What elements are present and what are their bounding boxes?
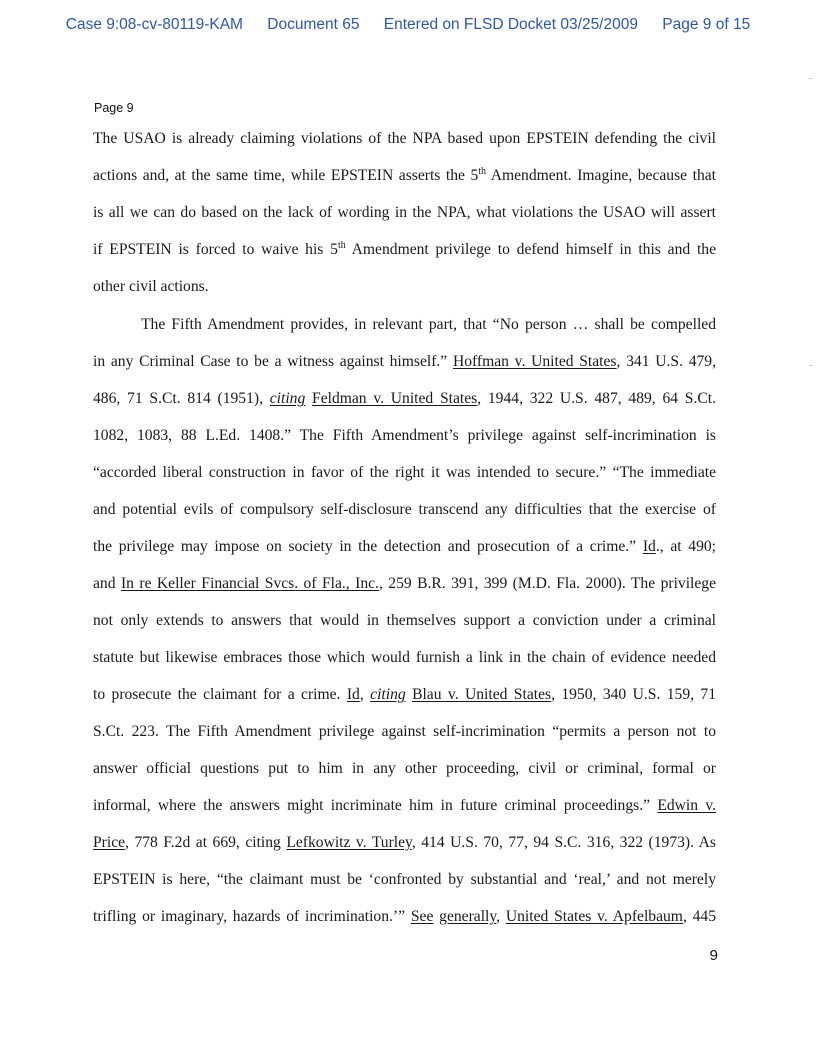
text-line: in any Criminal Case to be a witness against himself.” Hoffman v. United States, 341 U.S. 479, <box>93 353 716 370</box>
header-page-count: Page 9 of 15 <box>662 16 751 33</box>
text-line: and In re Keller Financial Svcs. of Fla., Inc., 259 B.R. 391, 399 (M.D. Fla. 2000). The privilege <box>93 575 717 592</box>
text-line: if EPSTEIN is forced to waive his 5th Amendment privilege to defend himself in this and the <box>93 239 716 258</box>
case-citation: generally <box>439 908 497 925</box>
case-citation: United States v. Apfelbaum <box>505 908 683 925</box>
case-citation: Edwin v. <box>657 797 716 814</box>
text-line: 1082, 1083, 88 L.Ed. 1408.” The Fifth Amendment’s privilege against self-incrimination is <box>93 427 716 444</box>
text-line: to prosecute the claimant for a crime. Id, citing Blau v. United States, 1950, 340 U.S. 159, 71 <box>93 686 717 703</box>
text-line: informal, where the answers might incriminate him in future criminal proceedings.” Edwin v. <box>93 797 716 814</box>
header-entered-date: Entered on FLSD Docket 03/25/2009 <box>383 16 638 33</box>
case-citation: Price <box>93 834 126 851</box>
page-label: Page 9 <box>94 101 134 115</box>
superscript: th <box>478 165 487 177</box>
page-number: 9 <box>709 947 718 964</box>
text-line: and potential evils of compulsory self-disclosure transcend any difficulties that the exercise of <box>93 501 716 518</box>
scan-margin-mark <box>809 78 812 79</box>
scan-margin-mark <box>809 365 812 366</box>
text-line: trifling or imaginary, hazards of incrimination.’” See generally, United States v. Apfelbaum, 445 <box>93 908 717 925</box>
text-line: 486, 71 S.Ct. 814 (1951), citing Feldman v. United States, 1944, 322 U.S. 487, 489, 64 S.Ct. <box>93 390 716 407</box>
case-citation: Feldman v. United States <box>312 390 478 407</box>
superscript: th <box>337 239 346 251</box>
case-citation: Id <box>642 538 656 555</box>
text-line: The Fifth Amendment provides, in relevant part, that “No person … shall be compelled <box>141 316 716 333</box>
text-line: other civil actions. <box>93 278 209 295</box>
header-case-number: Case 9:08-cv-80119-KAM <box>65 16 243 33</box>
case-citation: See <box>410 908 434 925</box>
text-line: the privilege may impose on society in the detection and prosecution of a crime.” Id., at 490; <box>93 538 716 555</box>
case-citation: Lefkowitz v. Turley <box>286 834 412 851</box>
text-line: is all we can do based on the lack of wording in the NPA, what violations the USAO will assert <box>93 204 716 221</box>
text-line: Price, 778 F.2d at 669, citing Lefkowitz v. Turley, 414 U.S. 70, 77, 94 S.C. 316, 322 (1973). As <box>93 834 716 851</box>
header-document-number: Document 65 <box>267 16 360 33</box>
case-citation: Blau v. United States <box>412 686 552 703</box>
docket-header <box>0 16 816 34</box>
citing-signal: citing <box>269 390 306 407</box>
text-line: statute but likewise embraces those which would furnish a link in the chain of evidence needed <box>93 649 716 666</box>
text-line: The USAO is already claiming violations of the NPA based upon EPSTEIN defending the civil <box>93 130 716 147</box>
text-line: actions and, at the same time, while EPSTEIN asserts the 5th Amendment. Imagine, because that <box>93 165 717 184</box>
text-line: S.Ct. 223. The Fifth Amendment privilege against self-incrimination “permits a person not to <box>93 723 716 740</box>
text-line: answer official questions put to him in any other proceeding, civil or criminal, formal or <box>93 760 716 777</box>
text-line: “accorded liberal construction in favor of the right it was intended to secure.” “The immediate <box>93 464 716 481</box>
case-citation: Id <box>346 686 360 703</box>
text-line: not only extends to answers that would in themselves support a conviction under a criminal <box>93 612 716 629</box>
text-line: EPSTEIN is here, “the claimant must be ‘confronted by substantial and ‘real,’ and not merely <box>93 871 716 888</box>
case-citation: Hoffman v. United States <box>452 353 617 370</box>
case-citation: In re Keller Financial Svcs. of Fla., Inc. <box>120 575 379 592</box>
citing-signal: citing <box>370 686 406 703</box>
